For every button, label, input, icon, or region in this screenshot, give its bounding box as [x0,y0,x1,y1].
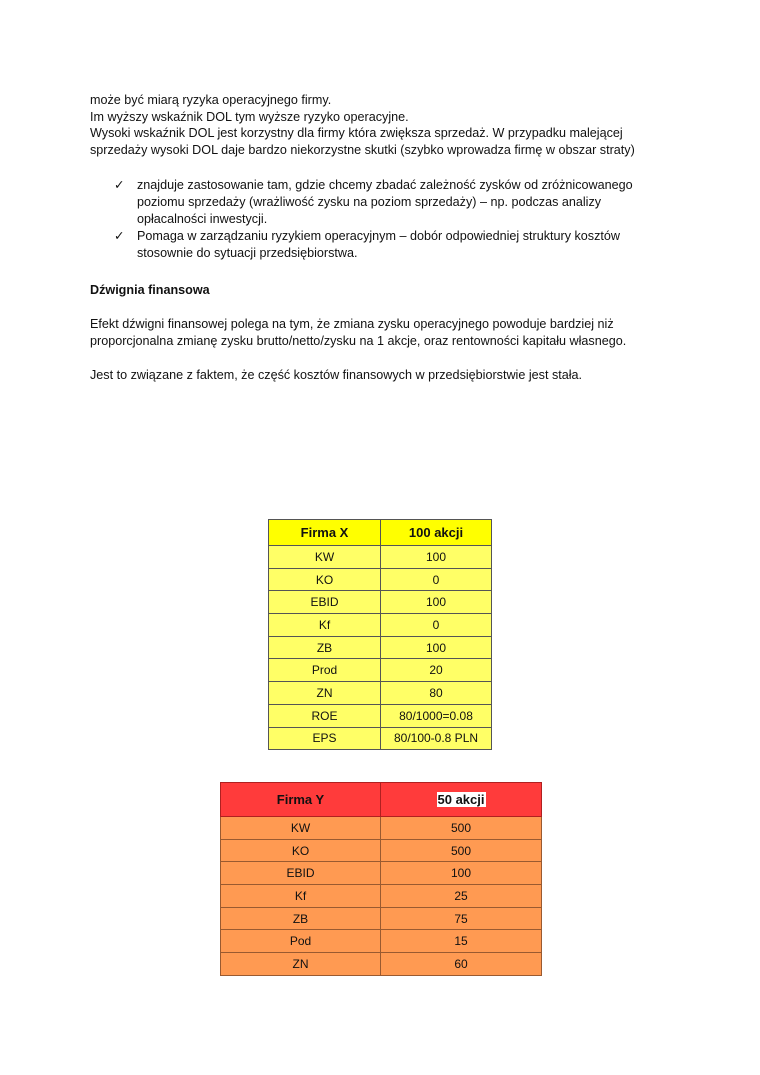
text-line: sprzedaży wysoki DOL daje bardzo niekorzystne skutki (szybko wprowadza firmę w obszar straty) [90,143,635,158]
row-label-cell: KO [269,568,381,591]
row-label-cell: KW [269,546,381,569]
table-row [221,953,542,976]
row-label-cell: EPS [269,727,381,750]
value-cell: 80/100-0.8 PLN [381,727,492,750]
value-cell: 0 [381,568,492,591]
value-cell: 75 [381,907,542,930]
header-cell: Firma X [269,520,381,546]
table-row [269,659,492,682]
table-row [221,862,542,885]
header-cell: Firma Y [221,783,381,817]
row-label-cell: ZB [269,636,381,659]
text-line: Im wyższy wskaźnik DOL tym wyższe ryzyko operacyjne. [90,109,409,124]
value-cell: 100 [381,636,492,659]
intro-text [90,92,635,159]
value-cell: 0 [381,614,492,637]
row-label-cell: ZN [221,953,381,976]
paragraph [90,316,626,349]
value-cell: 80 [381,682,492,705]
value-cell: 100 [381,591,492,614]
header-cell [381,783,542,817]
text-line: może być miarą ryzyka operacyjnego firmy. [90,93,332,107]
text-line: stosownie do sytuacji przedsiębiorstwa. [137,245,358,260]
row-label-cell: Pod [221,930,381,953]
table-row [221,817,542,840]
table-row [269,546,492,569]
header-cell: 100 akcji [381,520,492,546]
row-label-cell: ZN [269,682,381,705]
row-label-cell: KW [221,817,381,840]
list-item [114,228,633,262]
text-line: Wysoki wskaźnik DOL jest korzystny dla firmy która zwiększa sprzedaż. W przypadku malejącej [90,126,623,141]
table-row [269,682,492,705]
row-label-cell: KO [221,839,381,862]
paragraph: Jest to związane z faktem, że część kosztów finansowych w przedsiębiorstwie jest stała. [90,368,583,382]
list-item [114,177,633,228]
table-row [269,614,492,637]
row-label-cell: Kf [269,614,381,637]
table-row [269,704,492,727]
table-row [269,727,492,750]
row-label-cell: ROE [269,704,381,727]
text-line: Pomaga w zarządzaniu ryzykiem operacyjnym – dobór odpowiedniej struktury kosztów [137,228,620,243]
text-line: Efekt dźwigni finansowej polega na tym, że zmiana zysku operacyjnego powoduje bardziej niż [90,317,614,331]
table-firma-y [220,782,542,976]
text-line: proporcjonalna zmianę zysku brutto/netto/zysku na 1 akcje, oraz rentowności kapitału własnego. [90,333,627,348]
row-label-cell: EBID [221,862,381,885]
table-firma-x [268,519,492,750]
value-cell: 15 [381,930,542,953]
value-cell: 25 [381,885,542,908]
text-line: poziomu sprzedaży (wrażliwość zysku na poziom sprzedaży) – np. podczas analizy [137,194,602,209]
table-row [221,930,542,953]
table-row [221,885,542,908]
section-heading: Dźwignia finansowa [90,283,210,297]
table-row [269,636,492,659]
value-cell: 100 [381,862,542,885]
table-row [269,568,492,591]
row-label-cell: EBID [269,591,381,614]
value-cell: 80/1000=0.08 [381,704,492,727]
row-label-cell: ZB [221,907,381,930]
value-cell: 500 [381,817,542,840]
table-row [269,591,492,614]
table-header-row [269,520,492,546]
value-cell: 500 [381,839,542,862]
table-header-row [221,783,542,817]
row-label-cell: Kf [221,885,381,908]
value-cell: 20 [381,659,492,682]
text-line: opłacalności inwestycji. [137,211,268,226]
table-row [221,839,542,862]
bullet-list [114,177,633,262]
checkmark-icon: ✓ [114,228,125,243]
value-cell: 60 [381,953,542,976]
checkmark-icon: ✓ [114,178,125,192]
value-cell: 100 [381,546,492,569]
text-line: znajduje zastosowanie tam, gdzie chcemy zbadać zależność zysków od zróżnicowanego [137,178,633,192]
table-row [221,907,542,930]
highlighted-text: 50 akcji [437,792,485,807]
row-label-cell: Prod [269,659,381,682]
